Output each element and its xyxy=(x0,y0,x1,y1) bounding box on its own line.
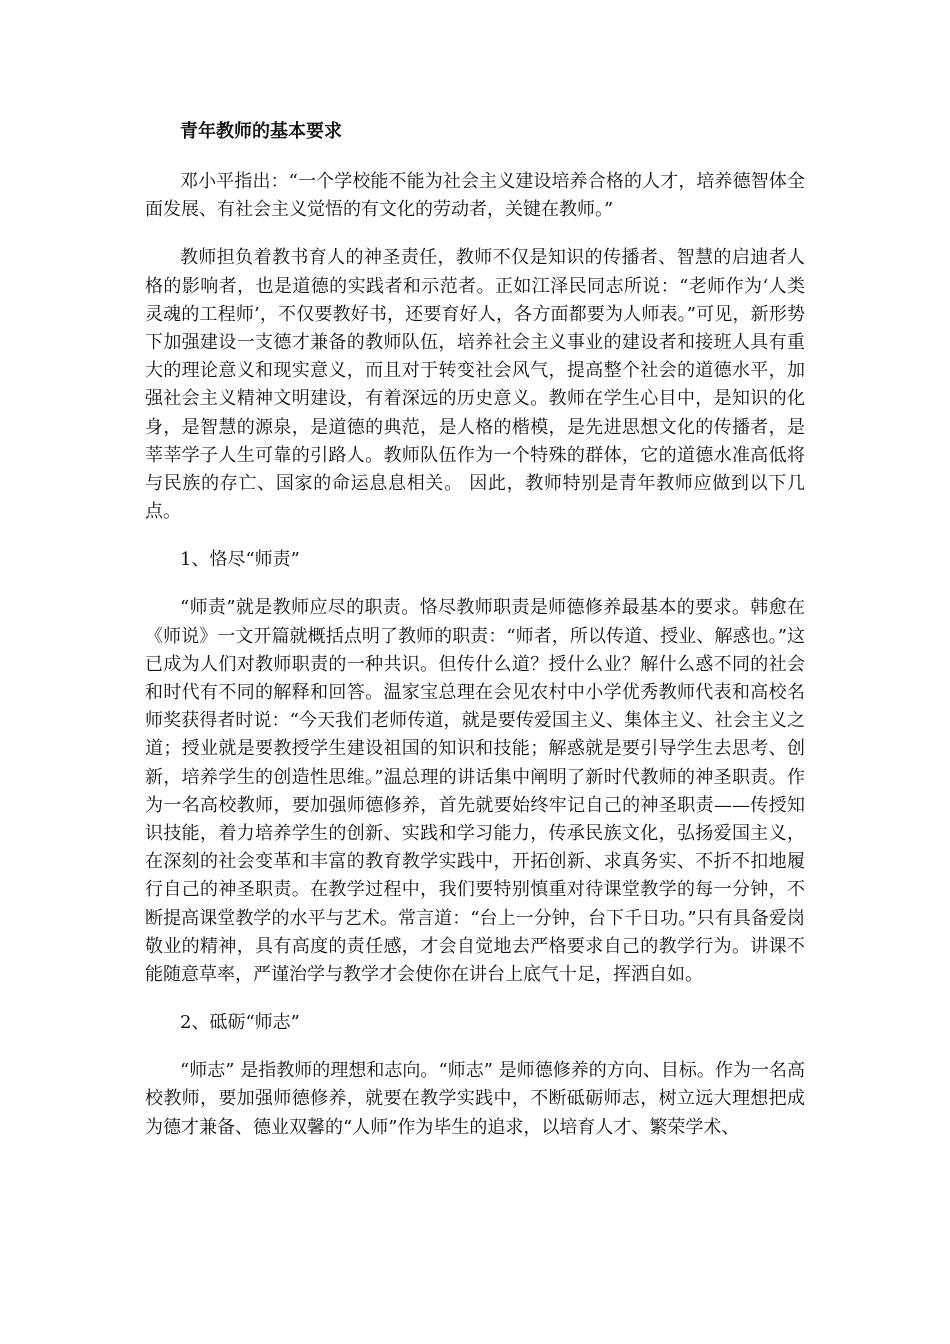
document-page xyxy=(145,118,805,1162)
paragraph-shizhi: “师志” 是指教师的理想和志向。“师志” 是师德修养的方向、目标。作为一名高校教师，要加强师德修养，就要在教学实践中，不断砥砺师志，树立远大理想把成为德才兼备、德业双馨的“人师”作为毕生的追求，以培育人才、繁荣学术、 xyxy=(145,1060,805,1138)
section-heading-2: 2、砥砺“师志” xyxy=(180,1012,300,1034)
paragraph-deng-quote: 邓小平指出：“一个学校能不能为社会主义建设培养合格的人才，培养德智体全面发展、有社会主义觉悟的有文化的劳动者，关键在教师。” xyxy=(145,171,805,221)
section-heading-1: 1、恪尽“师责” xyxy=(180,549,300,571)
paragraph-shize: “师责”就是教师应尽的职责。恪尽教师职责是师德修养最基本的要求。韩愈在《师说》一文开篇就概括点明了教师的职责：“师者，所以传道、授业、解惑也。”这已成为人们对教师职责的一种共识。但传什么道？授什么业？解什么惑不同的社会和时代有不同的解释和回答。温家宝总理在会见农村中小学优秀教师代表和高校名师奖获得者时说：“今天我们老师传道，就是要传爱国主义、集体主义、社会主义之道；授业就是要教授学生建设祖国的知识和技能；解惑就是要引导学生去思考、创新，培养学生的创造性思维。”温总理的讲话集中阐明了新时代教师的神圣职责。作为一名高校教师，要加强师德修养，首先就要始终牢记自己的神圣职责——传授知识技能，着力培养学生的创新、实践和学习能力，传承民族文化，弘扬爱国主义，在深刻的社会变革和丰富的教育教学实践中，开拓创新、求真务实、不折不扣地履行自己的神圣职责。在教学过程中，我们要特别慎重对待课堂教学的每一分钟，不断提高课堂教学的水平与艺术。常言道：“台上一分钟，台下千日功。”只有具备爱岗敬业的精神，具有高度的责任感，才会自觉地去严格要求自己的教学行为。讲课不能随意草率，严谨治学与教学才会使你在讲台上底气十足，挥洒自如。 xyxy=(145,597,805,986)
document-title: 青年教师的基本要求 xyxy=(180,121,342,142)
paragraph-teacher-responsibility: 教师担负着教书育人的神圣责任，教师不仅是知识的传播者、智慧的启迪者人格的影响者，也是道德的实践者和示范者。正如江泽民同志所说：“老师作为‘人类灵魂的工程师’，不仅要教好书，还要育好人，各方面都要为人师表。”可见，新形势下加强建设一支德才兼备的教师队伍，培养社会主义事业的建设者和接班人具有重大的理论意义和现实意义，而且对于转变社会风气，提高整个社会的道德水平，加强社会主义精神文明建设，有着深远的历史意义。教师在学生心目中，是知识的化身，是智慧的源泉，是道德的典范，是人格的楷模，是先进思想文化的传播者，是莘莘学子人生可靠的引路人。教师队伍作为一个特殊的群体，它的道德水准高低将与民族的存亡、国家的命运息息相关。 因此，教师特别是青年教师应做到以下几点。 xyxy=(145,247,805,523)
